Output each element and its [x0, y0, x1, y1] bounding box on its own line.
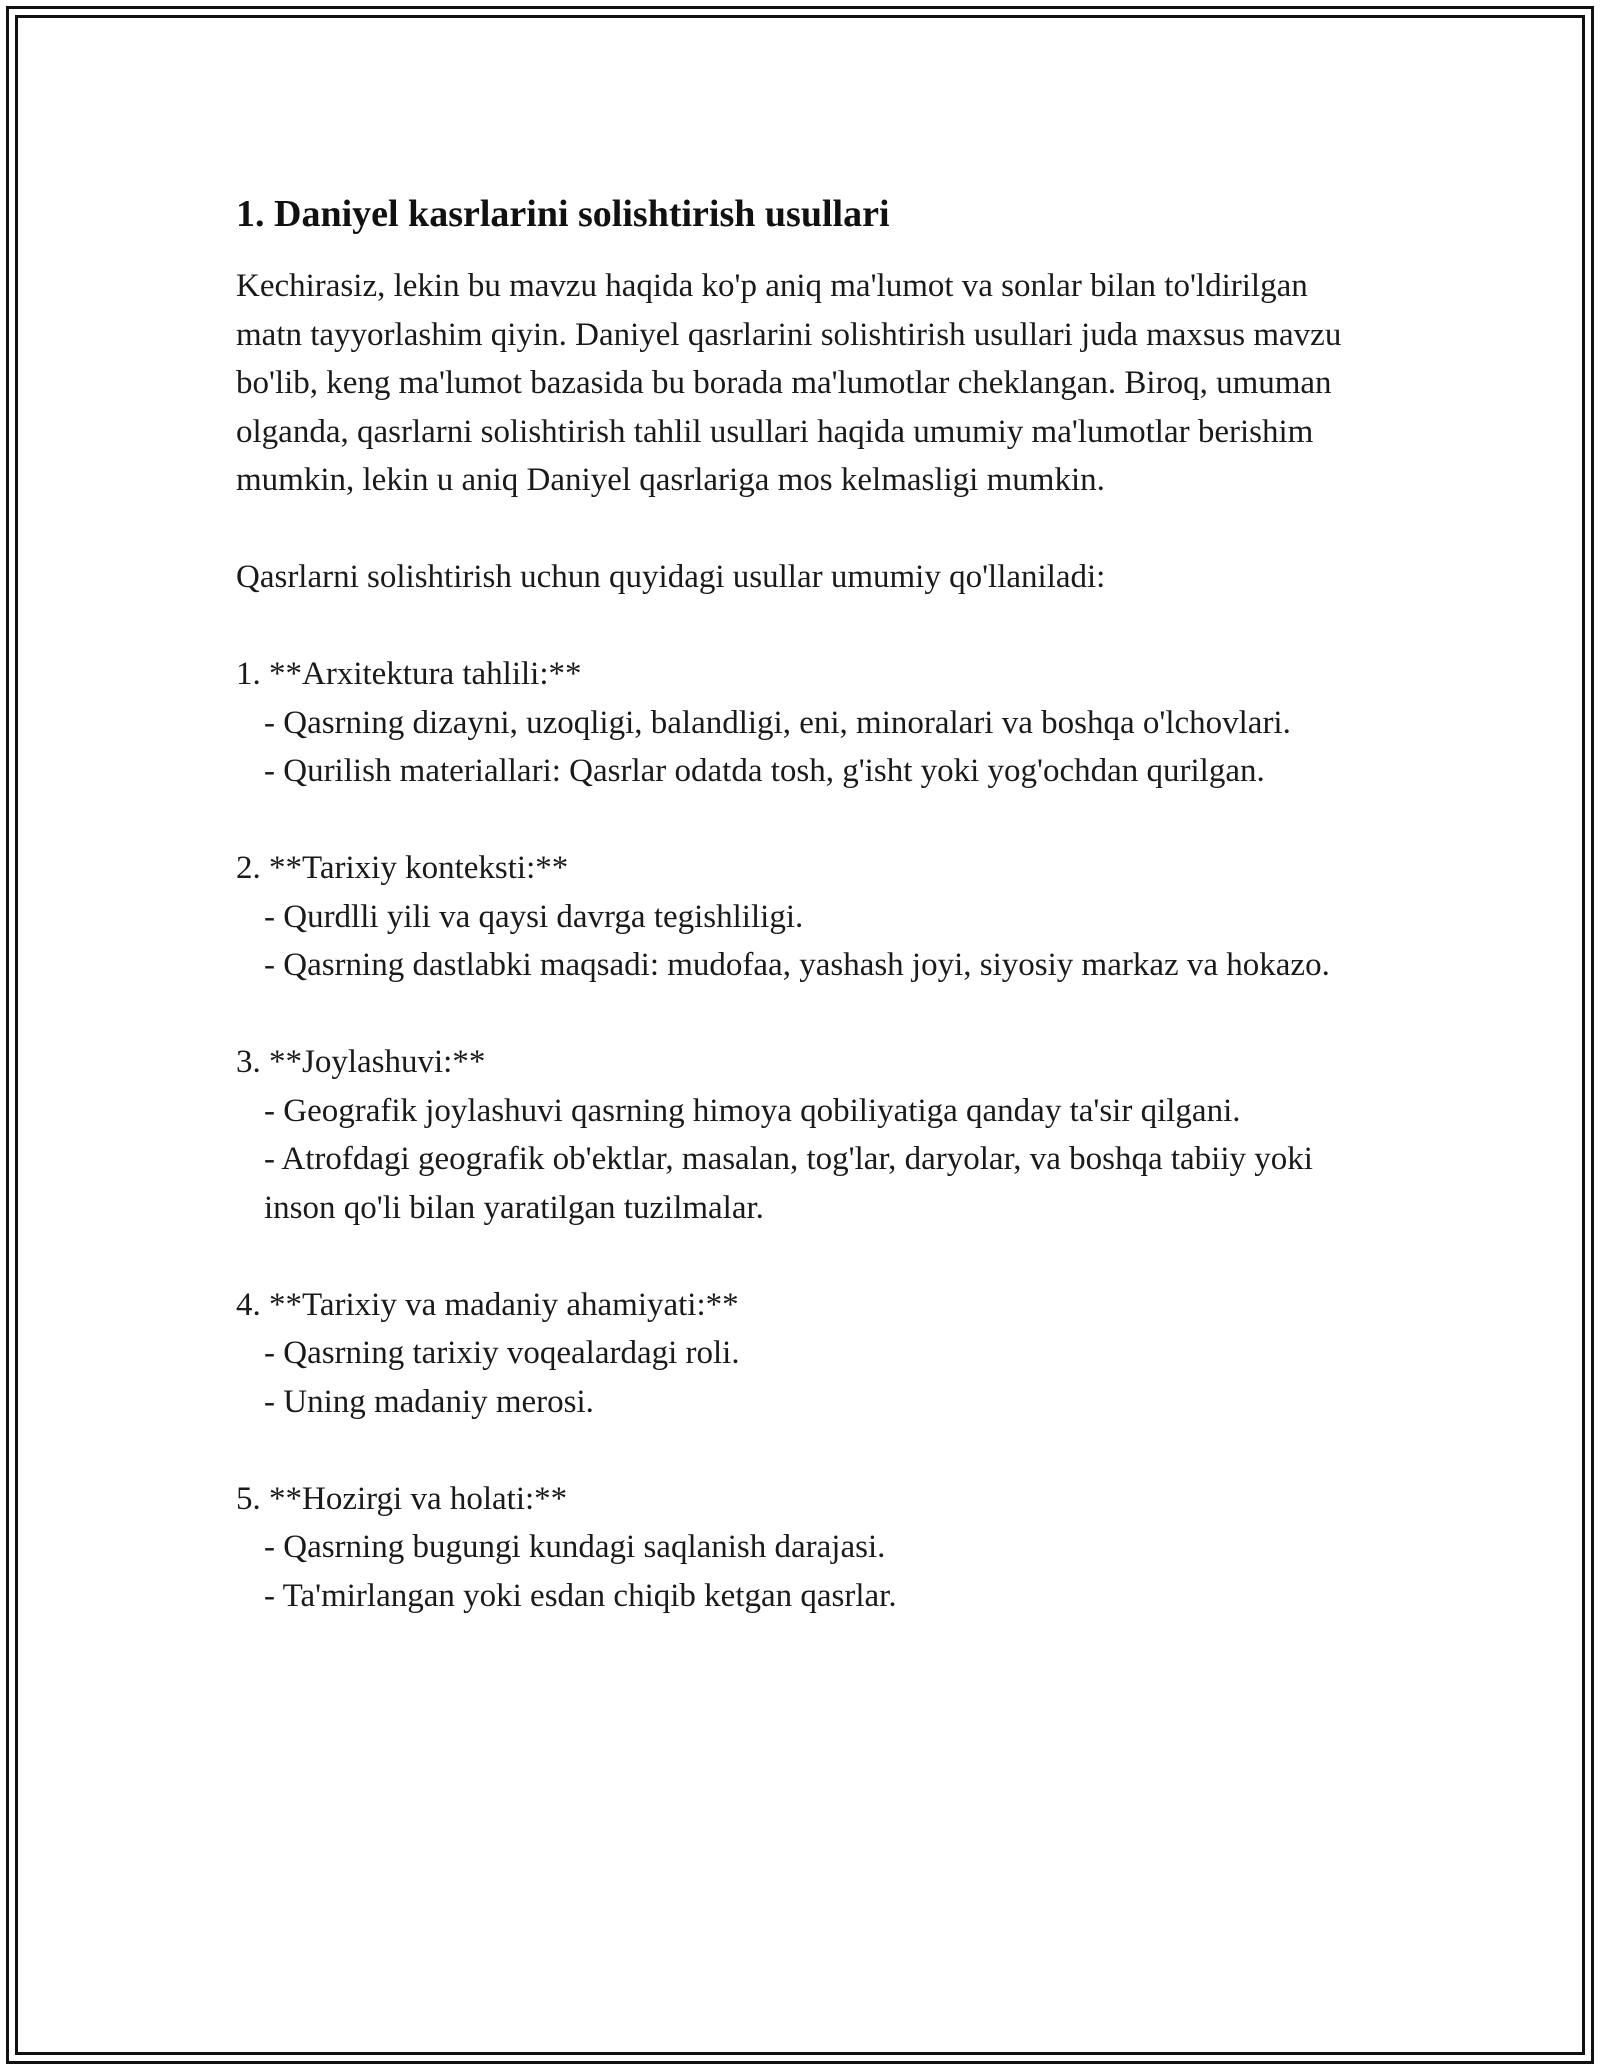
section-heading: 4. **Tarixiy va madaniy ahamiyati:** [236, 1286, 739, 1323]
section-heading: 1. **Arxitektura tahlili:** [236, 656, 582, 692]
section-1 [236, 650, 1376, 796]
section-heading: 3. **Joylashuvi:** [236, 1044, 486, 1080]
intro-paragraph: Kechirasiz, lekin bu mavzu haqida ko'p aniq ma'lumot va sonlar bilan to'ldirilgan matn tayyorlashim qiyin. Daniyel qasrlarini solishtirish usullari juda maxsus mavzu bo'lib, keng ma'lumot bazasida bu borada ma'lumotlar cheklangan. Biroq, umuman olganda, qasrlarni solishtirish tahlil usullari haqida umumiy ma'lumotlar berishim mumkin, lekin u aniq Daniyel qasrlariga mos kelmasligi mumkin. [236, 268, 1350, 498]
list-item: - Atrofdagi geografik ob'ektlar, masalan, tog'lar, daryolar, va boshqa tabiiy yoki inson qo'li bilan yaratilgan tuzilmalar. [264, 1141, 1322, 1226]
section-5 [236, 1475, 1376, 1621]
list-item: - Qasrning dastlabki maqsadi: mudofaa, yashash joyi, siyosiy markaz va hokazo. [264, 947, 1330, 983]
section-3 [236, 1038, 1376, 1232]
list-item: - Qurilish materiallari: Qasrlar odatda tosh, g'isht yoki yog'ochdan qurilgan. [264, 753, 1265, 789]
section-heading: 5. **Hozirgi va holati:** [236, 1480, 568, 1517]
document-body [236, 188, 1376, 1620]
list-item: - Geografik joylashuvi qasrning himoya qobiliyatiga qanday ta'sir qilgani. [264, 1092, 1241, 1129]
section-heading: 2. **Tarixiy konteksti:** [236, 850, 569, 886]
section-4 [236, 1281, 1376, 1427]
lead-paragraph: Qasrlarni solishtirish uchun quyidagi usullar umumiy qo'llaniladi: [236, 559, 1106, 595]
document-title: 1. Daniyel kasrlarini solishtirish usullari [236, 193, 890, 235]
list-item: - Qasrning dizayni, uzoqligi, balandligi, eni, minoralari va boshqa o'lchovlari. [264, 704, 1291, 741]
list-item: - Uning madaniy merosi. [264, 1383, 594, 1420]
section-2 [236, 844, 1376, 990]
list-item: - Qasrning tarixiy voqealardagi roli. [264, 1335, 740, 1371]
list-item: - Ta'mirlangan yoki esdan chiqib ketgan qasrlar. [264, 1577, 897, 1614]
list-item: - Qasrning bugungi kundagi saqlanish darajasi. [264, 1529, 886, 1565]
list-item: - Qurdlli yili va qaysi davrga tegishliligi. [264, 898, 804, 935]
